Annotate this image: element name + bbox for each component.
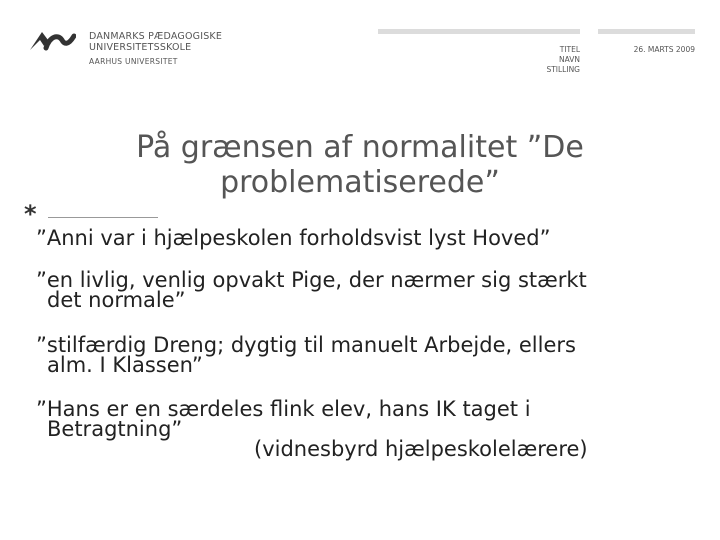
university-name: AARHUS UNIVERSITET bbox=[89, 57, 178, 66]
meta-position: STILLING bbox=[546, 65, 580, 74]
quote-line: ”Anni var i hjælpeskolen forholdsvist lyst Hoved” bbox=[36, 226, 551, 250]
quote-paragraph-3 bbox=[36, 335, 686, 375]
institution-name bbox=[89, 31, 222, 67]
quote-paragraph-2 bbox=[36, 270, 686, 310]
divider-line bbox=[48, 217, 158, 218]
quote-line-continued: det normale” bbox=[47, 288, 186, 312]
slide-title bbox=[70, 130, 650, 200]
slide-date: 26. MARTS 2009 bbox=[633, 45, 695, 54]
quote-source: (vidnesbyrd hjælpeskolelærere) bbox=[254, 437, 588, 461]
header-bar-right bbox=[598, 29, 695, 34]
au-wave-logo-icon bbox=[28, 26, 76, 54]
presenter-meta bbox=[520, 45, 580, 75]
quote-line: ”Hans er en særdeles flink elev, hans IK taget i bbox=[36, 397, 531, 421]
quote-line-continued: Betragtning” bbox=[47, 417, 183, 441]
quote-line: ”en livlig, venlig opvakt Pige, der nærmer sig stærkt bbox=[36, 268, 587, 292]
slide-title-line-2: problematiserede” bbox=[220, 165, 500, 200]
institution-line-1: DANMARKS PÆDAGOGISKE bbox=[89, 31, 223, 42]
quote-paragraph-1 bbox=[36, 228, 686, 248]
meta-title: TITEL bbox=[559, 45, 580, 54]
quote-line: ”stilfærdig Dreng; dygtig til manuelt Arbejde, ellers bbox=[36, 333, 576, 357]
header-bar-middle bbox=[378, 29, 580, 34]
bullet-star-icon: * bbox=[24, 200, 37, 228]
quote-paragraph-4 bbox=[36, 399, 686, 439]
meta-name: NAVN bbox=[558, 55, 580, 64]
quote-line-continued: alm. I Klassen” bbox=[47, 353, 203, 377]
slide-title-line-1: På grænsen af normalitet ”De bbox=[136, 130, 584, 165]
institution-line-2: UNIVERSITETSSKOLE bbox=[89, 42, 192, 53]
